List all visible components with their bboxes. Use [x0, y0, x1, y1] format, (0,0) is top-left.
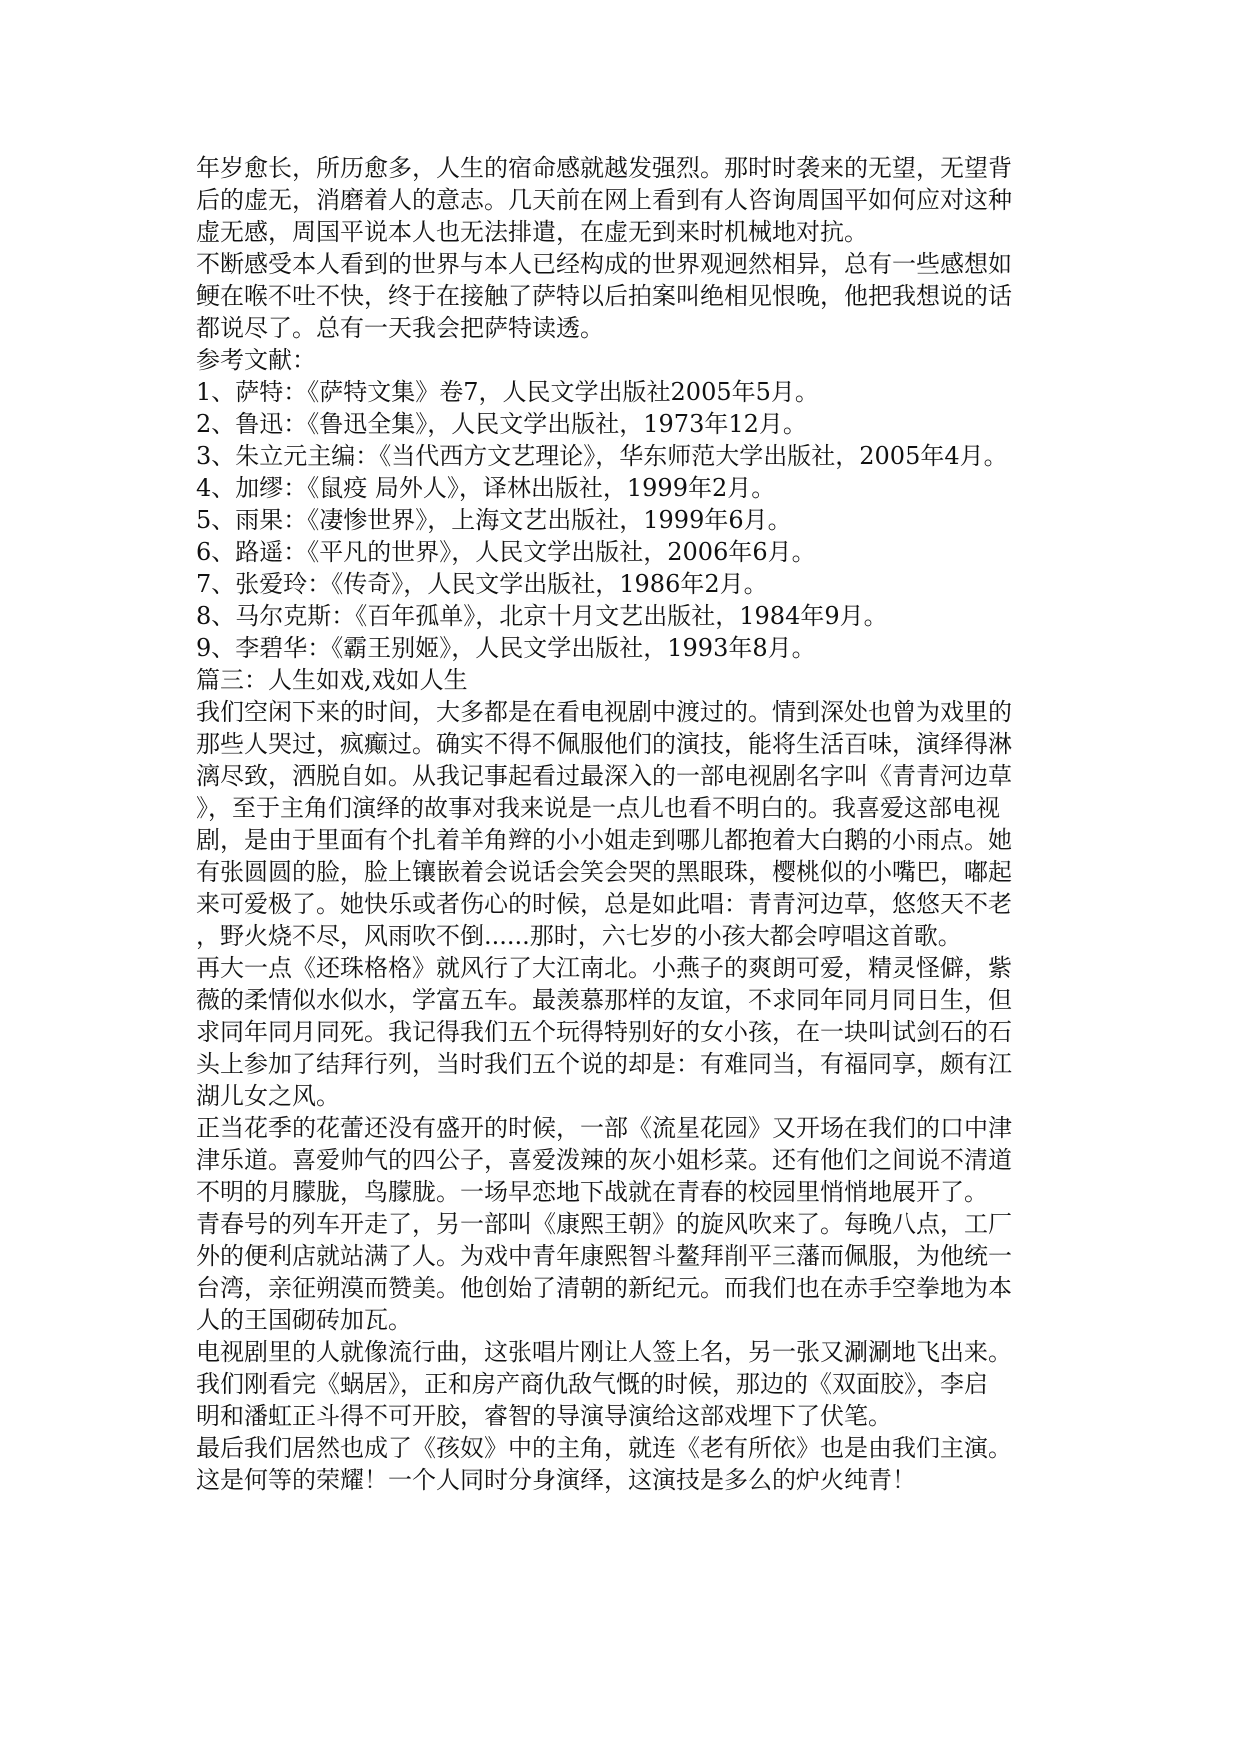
reference-item: 5、雨果：《凄惨世界》，上海文艺出版社，1999年6月。	[196, 506, 792, 534]
reference-item: 1、萨特：《萨特文集》卷7，人民文学出版社2005年5月。	[196, 378, 819, 406]
paragraph-line: 后的虚无，消磨着人的意志。几天前在网上看到有人咨询周国平如何应对这种	[196, 186, 1012, 214]
reference-item: 4、加缪：《鼠疫 局外人》，译林出版社，1999年2月。	[196, 474, 776, 502]
paragraph-line: 漓尽致，洒脱自如。从我记事起看过最深入的一部电视剧名字叫《青青河边草	[196, 762, 1012, 790]
reference-item: 9、李碧华：《霸王别姬》，人民文学出版社，1993年8月。	[196, 634, 816, 662]
paragraph-line: 电视剧里的人就像流行曲，这张唱片刚让人签上名，另一张又涮涮地飞出来。	[196, 1338, 1012, 1366]
paragraph-line: ，野火烧不尽，风雨吹不倒......那时，六七岁的小孩大都会哼唱这首歌。	[196, 922, 962, 950]
paragraph-line: 明和潘虹正斗得不可开胶，睿智的导演导演给这部戏埋下了伏笔。	[196, 1402, 892, 1430]
paragraph-line: 青春号的列车开走了，另一部叫《康熙王朝》的旋风吹来了。每晚八点，工厂	[196, 1210, 1012, 1238]
paragraph-line: 正当花季的花蕾还没有盛开的时候，一部《流星花园》又开场在我们的口中津	[196, 1114, 1012, 1142]
paragraph-line: 鲠在喉不吐不快，终于在接触了萨特以后拍案叫绝相见恨晚，他把我想说的话	[196, 282, 1012, 310]
paragraph-line: 年岁愈长，所历愈多，人生的宿命感就越发强烈。那时时袭来的无望，无望背	[196, 154, 1012, 182]
paragraph-line: 不断感受本人看到的世界与本人已经构成的世界观迥然相异，总有一些感想如	[196, 250, 1012, 278]
reference-item: 3、朱立元主编：《当代西方文艺理论》，华东师范大学出版社，2005年4月。	[196, 442, 1008, 470]
references-heading: 参考文献：	[196, 346, 316, 374]
document-body	[196, 152, 1076, 1496]
paragraph-line: 求同年同月同死。我记得我们五个玩得特别好的女小孩，在一块叫试剑石的石	[196, 1018, 1012, 1046]
paragraph-line: 来可爱极了。她快乐或者伤心的时候，总是如此唱：青青河边草，悠悠天不老	[196, 890, 1012, 918]
paragraph-line: 最后我们居然也成了《孩奴》中的主角，就连《老有所依》也是由我们主演。	[196, 1434, 1012, 1462]
reference-item: 8、马尔克斯：《百年孤单》，北京十月文艺出版社，1984年9月。	[196, 602, 888, 630]
paragraph-line: 不明的月朦胧，鸟朦胧。一场早恋地下战就在青春的校园里悄悄地展开了。	[196, 1178, 988, 1206]
paragraph-line: 》，至于主角们演绎的故事对我来说是一点儿也看不明白的。我喜爱这部电视	[196, 794, 1000, 822]
paragraph-line: 我们刚看完《蜗居》，正和房产商仇敌气慨的时候，那边的《双面胶》，李启	[196, 1370, 988, 1398]
paragraph-line: 那些人哭过，疯癫过。确实不得不佩服他们的演技，能将生活百味，演绎得淋	[196, 730, 1012, 758]
paragraph-line: 人的王国砌砖加瓦。	[196, 1306, 412, 1334]
paragraph-line: 薇的柔情似水似水，学富五车。最羡慕那样的友谊，不求同年同月同日生，但	[196, 986, 1012, 1014]
reference-item: 2、鲁迅：《鲁迅全集》，人民文学出版社，1973年12月。	[196, 410, 807, 438]
paragraph-line: 津乐道。喜爱帅气的四公子，喜爱泼辣的灰小姐杉菜。还有他们之间说不清道	[196, 1146, 1012, 1174]
paragraph-line: 剧，是由于里面有个扎着羊角辫的小小姐走到哪儿都抱着大白鹅的小雨点。她	[196, 826, 1012, 854]
paragraph-line: 头上参加了结拜行列，当时我们五个说的却是：有难同当，有福同享，颇有江	[196, 1050, 1012, 1078]
paragraph-line: 都说尽了。总有一天我会把萨特读透。	[196, 314, 604, 342]
reference-item: 6、路遥：《平凡的世界》，人民文学出版社，2006年6月。	[196, 538, 816, 566]
paragraph-line: 这是何等的荣耀！一个人同时分身演绎，这演技是多么的炉火纯青！	[196, 1466, 916, 1494]
section-title: 篇三：人生如戏,戏如人生	[196, 666, 468, 694]
paragraph-line: 外的便利店就站满了人。为戏中青年康熙智斗鳌拜削平三藩而佩服，为他统一	[196, 1242, 1012, 1270]
paragraph-line: 台湾，亲征朔漠而赞美。他创始了清朝的新纪元。而我们也在赤手空拳地为本	[196, 1274, 1012, 1302]
paragraph-line: 有张圆圆的脸，脸上镶嵌着会说话会笑会哭的黑眼珠，樱桃似的小嘴巴，嘟起	[196, 858, 1012, 886]
paragraph-line: 我们空闲下来的时间，大多都是在看电视剧中渡过的。情到深处也曾为戏里的	[196, 698, 1012, 726]
paragraph-line: 虚无感，周国平说本人也无法排遣，在虚无到来时机械地对抗。	[196, 218, 868, 246]
paragraph-line: 湖儿女之风。	[196, 1082, 340, 1110]
reference-item: 7、张爱玲：《传奇》，人民文学出版社，1986年2月。	[196, 570, 768, 598]
paragraph-line: 再大一点《还珠格格》就风行了大江南北。小燕子的爽朗可爱，精灵怪僻，紫	[196, 954, 1012, 982]
